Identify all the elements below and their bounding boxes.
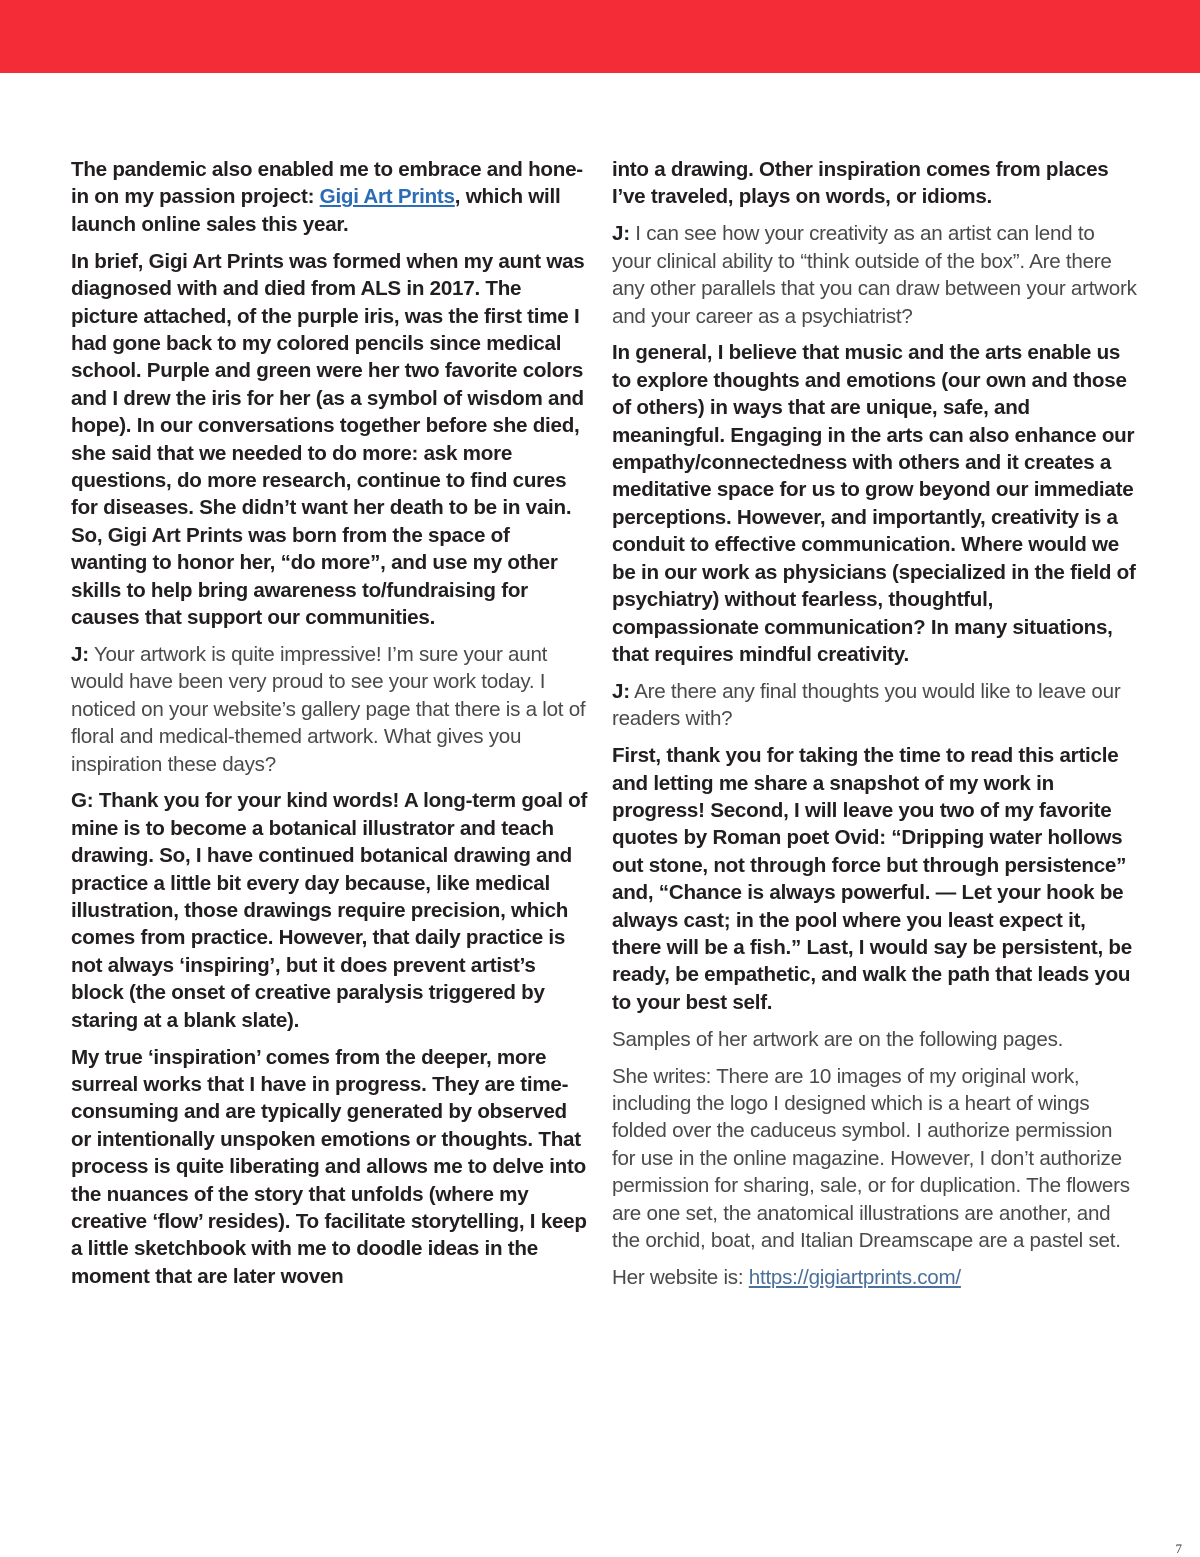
question-parallels: J: I can see how your creativity as an artist can lend to your clinical ability to “think outside of the box”. Are there any other parallels that you can draw between your artwork and your career as a psychiatrist? xyxy=(612,222,1137,328)
question-inspiration: J: Your artwork is quite impressive! I’m sure your aunt would have been very proud to see your work today. I noticed on your website’s gallery page that there is a lot of floral and medical-themed artwork. What gives you inspiration these days? xyxy=(71,642,586,776)
paragraph-final-thoughts: First, thank you for taking the time to read this article and letting me share a snapshot of my work in progress! Second, I will leave you two of my favorite quotes by Roman poet Ovid: “Dripping water hollows out stone, not through force but through persistence” and, “Chance is always powerful. — Let your hook be always cast; in the pool where you least expect it, there will be a fish.” Last, I would say be persistent, be ready, be empathetic, and walk the path that leads you to your best self. xyxy=(612,744,1132,1014)
paragraph-botanical-goal: G: Thank you for your kind words! A long-term goal of mine is to become a botanical illustrator and teach drawing. So, I have continued botanical drawing and practice a little bit every day because, like medical illustration, those drawings require precision, which comes from practice. However, that daily practice is not always ‘inspiring’, but it does prevent artist’s block (the onset of creative paralysis triggered by staring at a blank slate). xyxy=(71,789,588,1032)
right-column xyxy=(612,156,1137,1301)
paragraph-true-inspiration: My true ‘inspiration’ comes from the deeper, more surreal works that I have in progress. They are time-consuming and are typically generated by observed or intentionally unspoken emotions or thoughts. That process is quite liberating and allows me to delve into the nuances of the story that unfolds (where my creative ‘flow’ resides). To facilitate storytelling, I keep a little sketchbook with me to doodle ideas in the moment that are later woven xyxy=(71,1045,587,1288)
question-final-thoughts: J: Are there any final thoughts you would like to leave our readers with? xyxy=(612,679,1121,731)
paragraph-arts-communication: In general, I believe that music and the arts enable us to explore thoughts and emotions (our own and those of others) in ways that are unique, safe, and meaningful. Engaging in the arts can also enhance our empathy/connectedness with others and it creates a meditative space for us to grow beyond our immediate perceptions. However, and importantly, creativity is a conduit to effective communication. Where would we be in our work as physicians (specialized in the field of psychiatry) without fearless, thoughtful, compassionate communication? In many situations, that requires mindful creativity. xyxy=(612,341,1136,666)
paragraph-artwork-permissions: She writes: There are 10 images of my original work, including the logo I designed which is a heart of wings folded over the caduceus symbol. I authorize permission for use in the online magazine. However, I don’t authorize permission for sharing, sale, or for duplication. The flowers are one set, the anatomical illustrations are another, and the orchid, boat, and Italian Dreamscape are a pastel set. xyxy=(612,1064,1130,1253)
paragraph-passion-project: The pandemic also enabled me to embrace and hone-in on my passion project: Gigi Art Prints, which will launch online sales this year. xyxy=(71,158,583,236)
paragraph-samples-note: Samples of her artwork are on the following pages. xyxy=(612,1027,1064,1051)
paragraph-inspiration-continued: into a drawing. Other inspiration comes from places I’ve traveled, plays on words, or idioms. xyxy=(612,158,1109,209)
left-column xyxy=(71,156,591,1300)
header-bar xyxy=(0,0,1200,73)
gigi-art-prints-link[interactable]: Gigi Art Prints xyxy=(319,185,455,209)
paragraph-origin-story: In brief, Gigi Art Prints was formed when my aunt was diagnosed with and died from ALS in 2017. The picture attached, of the purple iris, was the first time I had gone back to my colored pencils since medical school. Purple and green were her two favorite colors and I drew the iris for her (as a symbol of wisdom and hope). In our conversations together before she died, she said that we needed to do more: ask more questions, do more research, continue to find cures for diseases. She didn’t want her death to be in vain. So, Gigi Art Prints was born from the space of wanting to honor her, “do more”, and use my other skills to help bring awareness to/fundraising for causes that support our communities. xyxy=(71,249,585,629)
interviewer-label: J: xyxy=(71,642,89,666)
page-number: 7 xyxy=(1175,1541,1182,1556)
interviewer-label: J: xyxy=(612,222,630,246)
website-link[interactable]: https://gigiartprints.com/ xyxy=(748,1265,961,1289)
paragraph-website: Her website is: https://gigiartprints.com/ xyxy=(612,1265,961,1289)
interviewer-label: J: xyxy=(612,679,630,703)
